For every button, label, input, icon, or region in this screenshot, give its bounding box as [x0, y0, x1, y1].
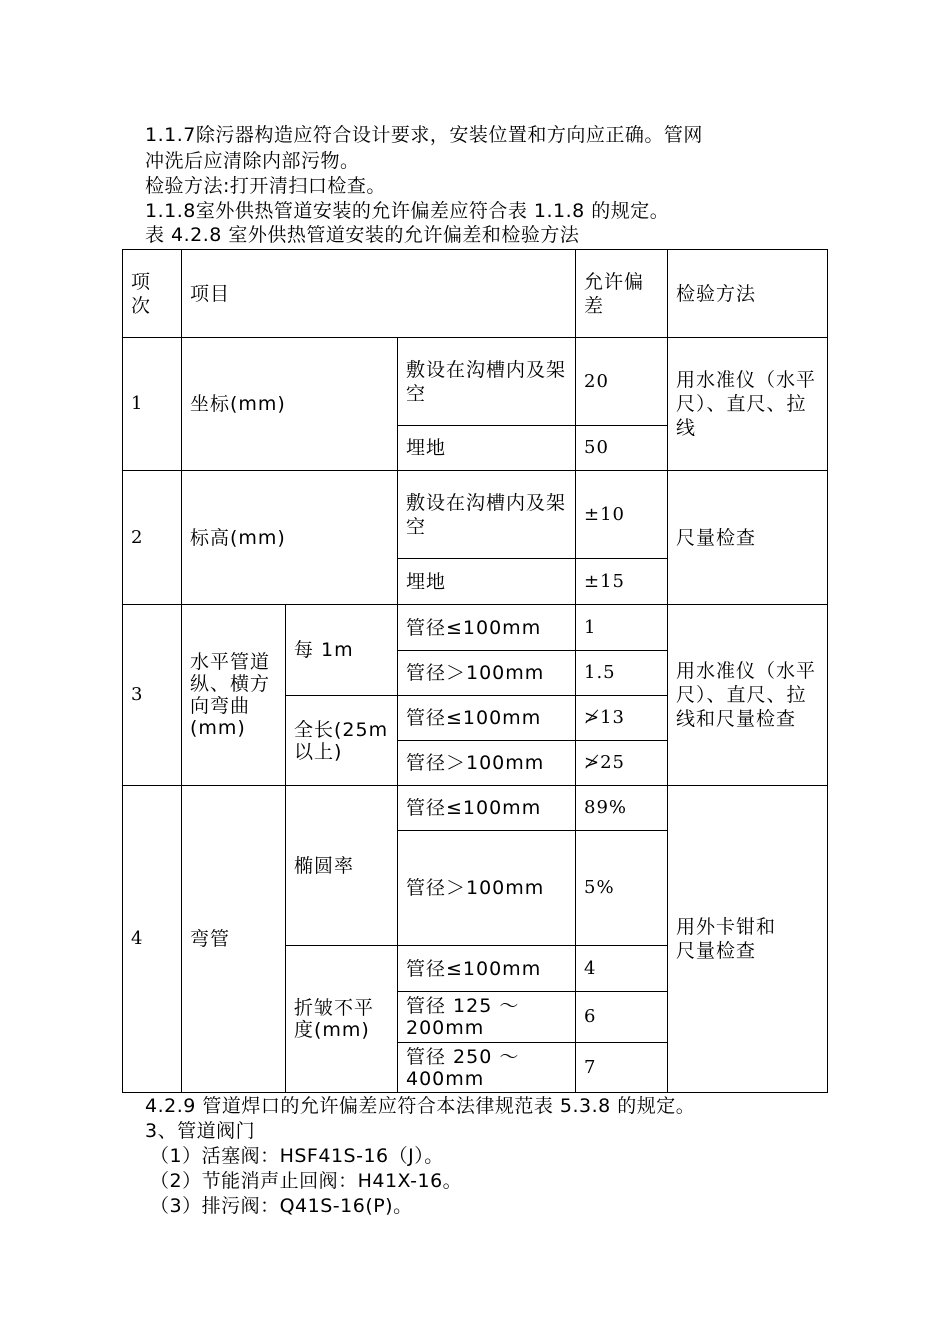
row3-cond-1: 管径≤100mm [397, 604, 576, 651]
row4-val-4: 6 [575, 991, 668, 1043]
intro-line-2: 冲洗后应清除内部污物。 [145, 150, 360, 172]
row2-item: 标高(mm) [181, 470, 398, 605]
outro-line-1: 4.2.9 管道焊口的允许偏差应符合本法律规范表 5.3.8 的规定。 [145, 1095, 696, 1117]
row1-seq: 1 [122, 337, 182, 471]
row1-val-2: 50 [575, 425, 668, 471]
row2-val-2: ±15 [575, 558, 668, 605]
outro-line-2: 3、管道阀门 [145, 1120, 256, 1142]
row4-cond-4: 管径 125 ～ 200mm [397, 991, 576, 1043]
row2-sub-1: 敷设在沟槽内及架空 [397, 470, 576, 559]
row4-cond-1: 管径≤100mm [397, 785, 576, 831]
intro-line-4: 1.1.8室外供热管道安装的允许偏差应符合表 1.1.8 的规定。 [145, 200, 670, 222]
row3-method: 用水准仪（水平尺）、直尺、拉线和尺量检查 [667, 604, 828, 786]
row3-group-2: 全长(25m 以上) [285, 695, 398, 786]
row1-item: 坐标(mm) [181, 337, 398, 471]
row4-cond-3: 管径≤100mm [397, 945, 576, 992]
table-caption: 表 4.2.8 室外供热管道安装的允许偏差和检验方法 [145, 224, 580, 246]
tolerance-table [122, 249, 828, 1093]
row3-cond-3: 管径≤100mm [397, 695, 576, 741]
outro-line-5: （3）排污阀：Q41S-16(P)。 [150, 1195, 413, 1217]
row4-cond-2: 管径＞100mm [397, 830, 576, 946]
row3-item: 水平管道纵、横方向弯曲(mm) [181, 604, 286, 786]
row3-cond-2: 管径＞100mm [397, 650, 576, 696]
row4-group-2: 折皱不平度(mm) [285, 945, 398, 1093]
header-tolerance: 允许偏差 [575, 249, 668, 338]
row4-method: 用外卡钳和尺量检查 [667, 785, 828, 1093]
row1-val-1: 20 [575, 337, 668, 426]
row2-method: 尺量检查 [667, 470, 828, 605]
row4-group-1: 椭圆率 [285, 785, 398, 946]
row4-val-1: 89% [575, 785, 668, 831]
header-item: 项目 [181, 249, 576, 338]
row2-val-1: ±10 [575, 470, 668, 559]
row3-seq: 3 [122, 604, 182, 786]
row1-method: 用水准仪（水平尺）、直尺、拉线 [667, 337, 828, 471]
row3-val-4: ≯25 [575, 740, 668, 786]
row4-val-2: 5% [575, 830, 668, 946]
header-seq: 项次 [122, 249, 182, 338]
intro-line-1: 1.1.7除污器构造应符合设计要求，安装位置和方向应正确。管网 [145, 124, 703, 146]
row3-val-2: 1.5 [575, 650, 668, 696]
row4-item: 弯管 [181, 785, 286, 1093]
outro-line-4: （2）节能消声止回阀：H41X-16。 [150, 1170, 463, 1192]
header-method: 检验方法 [667, 249, 828, 338]
row4-val-5: 7 [575, 1042, 668, 1093]
row4-seq: 4 [122, 785, 182, 1093]
row3-group-1: 每 1m [285, 604, 398, 696]
row4-val-3: 4 [575, 945, 668, 992]
outro-line-3: （1）活塞阀：HSF41S-16（J）。 [150, 1145, 444, 1167]
row1-sub-1: 敷设在沟槽内及架空 [397, 337, 576, 426]
intro-line-3: 检验方法:打开清扫口检查。 [145, 175, 386, 197]
row2-seq: 2 [122, 470, 182, 605]
row4-cond-5: 管径 250 ～ 400mm [397, 1042, 576, 1093]
row3-val-1: 1 [575, 604, 668, 651]
row3-cond-4: 管径＞100mm [397, 740, 576, 786]
row1-sub-2: 埋地 [397, 425, 576, 471]
row3-val-3: ≯13 [575, 695, 668, 741]
row2-sub-2: 埋地 [397, 558, 576, 605]
